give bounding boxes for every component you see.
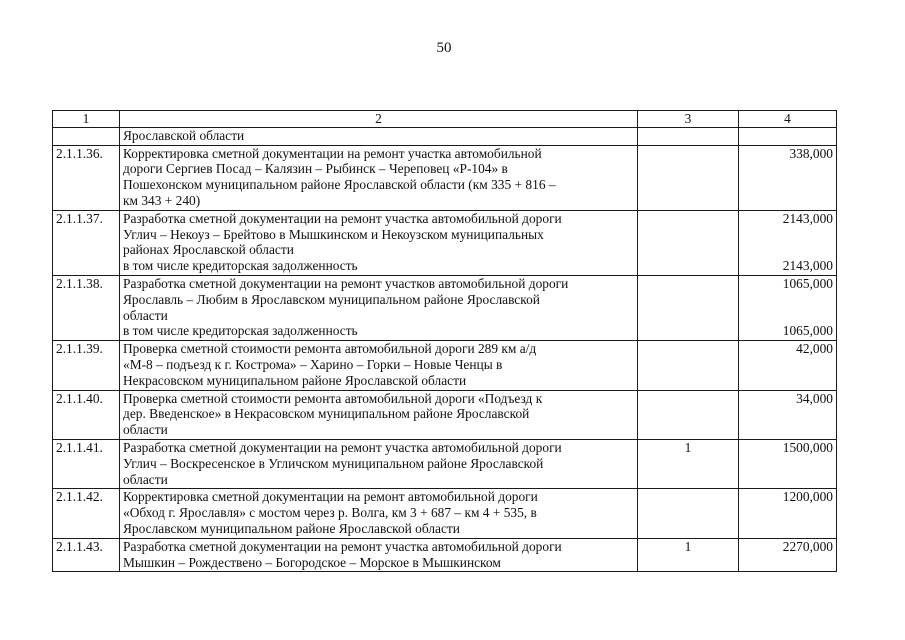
- description-line: «М-8 – подъезд к г. Кострома» – Харино – Горки – Новые Ченцы в: [123, 356, 503, 372]
- item-amount: 2270,000: [782, 538, 833, 554]
- header-cell-4: 4: [739, 111, 837, 128]
- table-row: [53, 390, 837, 439]
- description-line: Ярославль – Любим в Ярославском муниципальном районе Ярославской: [123, 291, 540, 307]
- item-number: 2.1.1.42.: [53, 489, 120, 538]
- description-line: Некрасовском муниципальном районе Ярославской области: [123, 372, 467, 388]
- creditor-debt-note: в том числе кредиторская задолженность: [123, 323, 358, 339]
- amount-spacer: [742, 227, 833, 243]
- description-line: Разработка сметной документации на ремонт участка автомобильной дороги: [123, 538, 562, 554]
- description-line: Углич – Воскресенское в Угличском муниципальном районе Ярославской: [123, 455, 544, 471]
- creditor-debt-amount: 2143,000: [782, 258, 833, 274]
- item-number: 2.1.1.37.: [53, 210, 120, 275]
- description-line: Корректировка сметной документации на ремонт участка автомобильной: [123, 145, 542, 161]
- continuation-row: [53, 127, 837, 145]
- item-amount: 1500,000: [782, 439, 833, 455]
- item-amount: 1200,000: [782, 489, 833, 505]
- item-amount: 1065,000: [782, 275, 833, 291]
- table-row: [53, 275, 837, 340]
- item-amount-cell: [739, 210, 837, 275]
- creditor-debt-note: в том числе кредиторская задолженность: [123, 258, 358, 274]
- item-quantity: [638, 275, 739, 340]
- continuation-sum-cell: [739, 127, 837, 145]
- table-row: [53, 489, 837, 538]
- item-number: 2.1.1.39.: [53, 341, 120, 390]
- description-line: области: [123, 307, 168, 323]
- budget-table: [52, 110, 837, 572]
- table-row: [53, 341, 837, 390]
- header-cell-1: 1: [53, 111, 120, 128]
- header-row: [53, 111, 837, 128]
- header-cell-2: 2: [120, 111, 638, 128]
- item-amount: 42,000: [796, 341, 833, 357]
- item-number: 2.1.1.36.: [53, 145, 120, 210]
- description-line: Разработка сметной документации на ремонт участков автомобильной дороги: [123, 275, 569, 291]
- continuation-text: Ярославской области: [120, 127, 638, 145]
- creditor-debt-amount: 1065,000: [782, 323, 833, 339]
- description-line: районах Ярославской области: [123, 242, 294, 258]
- item-number: 2.1.1.41.: [53, 439, 120, 488]
- item-amount: 2143,000: [782, 210, 833, 226]
- amount-spacer: [742, 308, 833, 324]
- amount-spacer: [742, 242, 833, 258]
- item-amount-cell: [739, 538, 837, 572]
- item-quantity: [638, 390, 739, 439]
- item-description: [120, 210, 638, 275]
- description-line: области: [123, 422, 168, 438]
- description-line: Корректировка сметной документации на ремонт автомобильной дороги: [123, 489, 538, 505]
- description-line: Углич – Некоуз – Брейтово в Мышкинском и Некоузском муниципальных: [123, 226, 544, 242]
- item-description: [120, 145, 638, 210]
- table-row: [53, 145, 837, 210]
- item-description: [120, 275, 638, 340]
- description-line: Пошехонском муниципальном районе Ярославской области (км 335 + 816 –: [123, 177, 556, 193]
- description-line: Мышкин – Рождествено – Богородское – Морское в Мышкинском: [123, 554, 501, 570]
- item-amount: 338,000: [789, 145, 833, 161]
- item-amount: 34,000: [796, 390, 833, 406]
- item-description: [120, 538, 638, 572]
- header-cell-3: 3: [638, 111, 739, 128]
- item-quantity: [638, 341, 739, 390]
- table-row: [53, 439, 837, 488]
- item-number: 2.1.1.40.: [53, 390, 120, 439]
- continuation-qty-cell: [638, 127, 739, 145]
- page-number: 50: [436, 40, 452, 56]
- item-description: [120, 390, 638, 439]
- description-line: области: [123, 471, 168, 487]
- item-quantity: [638, 145, 739, 210]
- description-line: Ярославском муниципальном районе Ярославской области: [123, 520, 460, 536]
- description-line: Разработка сметной документации на ремонт участка автомобильной дороги: [123, 210, 562, 226]
- item-description: [120, 489, 638, 538]
- item-quantity: 1: [638, 439, 739, 488]
- description-line: дер. Введенское» в Некрасовском муниципальном районе Ярославской: [123, 406, 530, 422]
- description-line: «Обход г. Ярославля» с мостом через р. Волга, км 3 + 687 – км 4 + 535, в: [123, 505, 537, 521]
- item-amount-cell: [739, 275, 837, 340]
- item-amount-cell: [739, 390, 837, 439]
- item-number: 2.1.1.43.: [53, 538, 120, 572]
- continuation-num-cell: [53, 127, 120, 145]
- item-quantity: [638, 210, 739, 275]
- item-number: 2.1.1.38.: [53, 275, 120, 340]
- description-line: Разработка сметной документации на ремонт участка автомобильной дороги: [123, 439, 562, 455]
- item-quantity: [638, 489, 739, 538]
- table-row: [53, 538, 837, 572]
- amount-spacer: [742, 292, 833, 308]
- item-quantity: 1: [638, 538, 739, 572]
- item-description: [120, 439, 638, 488]
- table-row: [53, 210, 837, 275]
- description-line: Проверка сметной стоимости ремонта автомобильной дороги «Подъезд к: [123, 390, 543, 406]
- item-amount-cell: [739, 341, 837, 390]
- item-amount-cell: [739, 489, 837, 538]
- description-line: км 343 + 240): [123, 192, 201, 208]
- item-amount-cell: [739, 439, 837, 488]
- item-description: [120, 341, 638, 390]
- item-amount-cell: [739, 145, 837, 210]
- description-line: дороги Сергиев Посад – Калязин – Рыбинск – Череповец «Р-104» в: [123, 161, 508, 177]
- description-line: Проверка сметной стоимости ремонта автомобильной дороги 289 км а/д: [123, 341, 537, 357]
